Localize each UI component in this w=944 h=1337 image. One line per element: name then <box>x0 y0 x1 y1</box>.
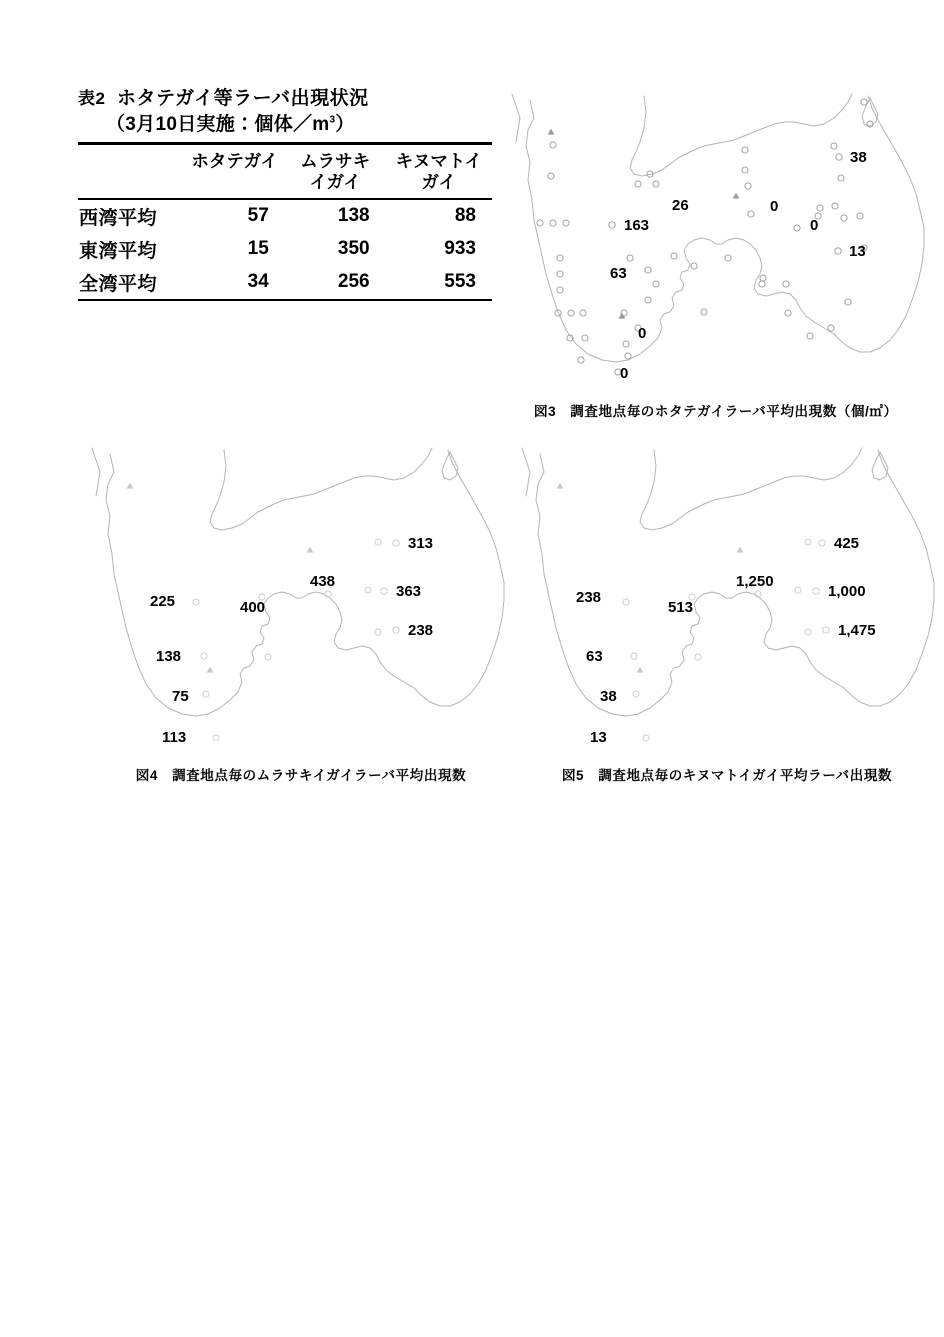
table-label: 表2 <box>78 89 106 108</box>
survey-station-marker <box>653 281 659 287</box>
land-station-marker <box>737 547 744 553</box>
coastline-path <box>526 96 924 362</box>
survey-station-marker <box>645 267 651 273</box>
larva-occurrence-table <box>78 142 492 300</box>
survey-station-marker <box>375 539 381 545</box>
station-value-label: 1,000 <box>828 583 866 600</box>
station-value-label: 425 <box>834 535 860 552</box>
cell-whole-hotategai: 34 <box>247 271 269 293</box>
station-value-label: 0 <box>810 217 819 234</box>
survey-station-marker <box>631 653 637 659</box>
station-value-label: 1,475 <box>838 622 876 639</box>
row-label-whole-bay: 全湾平均 <box>79 273 158 295</box>
value-label-group <box>498 88 867 382</box>
column-header-kinumatoigai <box>386 144 492 199</box>
table-subtitle-suffix: ） <box>335 113 355 135</box>
survey-station-marker <box>578 357 584 363</box>
labeled-station-marker <box>609 222 615 228</box>
survey-station-marker <box>795 587 801 593</box>
land-station-marker <box>127 483 134 489</box>
coastline-path <box>512 94 520 142</box>
land-station-marker <box>307 547 314 553</box>
coastline-path <box>106 450 504 716</box>
station-value-label: 363 <box>396 583 422 600</box>
station-value-label: 0 <box>620 365 629 382</box>
survey-station-marker <box>745 183 751 189</box>
table-subtitle-superscript: 3 <box>329 114 336 126</box>
survey-station-marker <box>563 220 569 226</box>
survey-station-marker <box>193 599 199 605</box>
map-murasakiigai <box>78 442 508 764</box>
labeled-station-marker <box>819 540 825 546</box>
survey-station-markers <box>537 99 873 375</box>
station-value-label: 26 <box>672 197 689 214</box>
land-station-marker <box>619 313 626 319</box>
coastline-path <box>640 448 862 530</box>
labeled-station-marker <box>835 248 841 254</box>
survey-station-marker <box>580 310 586 316</box>
table-row <box>78 199 492 233</box>
station-value-label: 138 <box>156 648 182 665</box>
figure-4-caption: 図4 調査地点毎のムラサキイガイラーバ平均出現数 <box>135 768 467 783</box>
station-value-label: 513 <box>668 599 694 616</box>
cell-west-murasakiigai: 138 <box>337 205 370 227</box>
column-header-hotategai <box>185 144 285 199</box>
land-station-marker <box>557 483 564 489</box>
table-head <box>78 144 492 199</box>
survey-station-marker <box>748 211 754 217</box>
labeled-station-marker <box>381 588 387 594</box>
station-value-label: 238 <box>576 589 602 606</box>
survey-station-marker <box>557 287 563 293</box>
survey-station-marker <box>861 99 867 105</box>
coastline-path <box>536 450 934 716</box>
station-value-label: 0 <box>638 325 647 342</box>
table-2-block <box>78 86 498 301</box>
table-row <box>78 233 492 266</box>
figure-5-caption: 図5 調査地点毎のキヌマトイガイ平均ラーバ出現数 <box>561 768 893 783</box>
survey-station-marker <box>265 654 271 660</box>
survey-station-marker <box>645 297 651 303</box>
station-value-label: 313 <box>408 535 434 552</box>
survey-station-marker <box>742 167 748 173</box>
coastline-path <box>210 448 432 530</box>
survey-station-marker <box>643 735 649 741</box>
cell-east-murasakiigai: 350 <box>337 238 370 260</box>
survey-station-marker <box>828 325 834 331</box>
survey-station-marker <box>759 281 765 287</box>
survey-station-marker <box>832 203 838 209</box>
survey-station-marker <box>653 181 659 187</box>
survey-station-marker <box>203 691 209 697</box>
labeled-station-marker <box>393 627 399 633</box>
land-station-marker <box>637 667 644 673</box>
station-value-label: 13 <box>849 243 866 260</box>
survey-station-marker <box>760 275 766 281</box>
survey-station-marker <box>785 310 791 316</box>
survey-station-marker <box>557 271 563 277</box>
figure-3-caption: 図3 調査地点毎のホタテガイラーバ平均出現数（個/㎥） <box>534 404 898 419</box>
survey-station-marker <box>557 255 563 261</box>
station-value-label: 1,250 <box>736 573 774 590</box>
cell-east-kinumatoigai: 933 <box>444 238 476 260</box>
station-value-label: 163 <box>624 217 650 234</box>
station-value-label: 38 <box>600 688 617 705</box>
labeled-station-marker <box>393 540 399 546</box>
table-corner-header <box>78 144 185 199</box>
survey-station-marker <box>691 263 697 269</box>
station-value-label: 400 <box>240 599 266 616</box>
station-value-label: 63 <box>586 648 603 665</box>
survey-station-marker <box>213 735 219 741</box>
station-value-label: 0 <box>770 198 779 215</box>
column-header-murasakiigai-line1: ムラサキ <box>300 151 371 172</box>
coastline-path <box>630 94 852 176</box>
survey-station-marker <box>635 181 641 187</box>
survey-station-marker <box>623 341 629 347</box>
survey-station-marker <box>845 299 851 305</box>
cell-east-hotategai: 15 <box>247 238 269 260</box>
survey-station-marker <box>695 654 701 660</box>
figure-5 <box>508 442 938 784</box>
survey-station-marker <box>794 225 800 231</box>
survey-station-marker <box>582 335 588 341</box>
column-header-murasakiigai <box>285 144 386 199</box>
table-title-text: ホタテガイ等ラーバ出現状況 <box>117 88 369 109</box>
row-label-west-bay: 西湾平均 <box>79 207 158 229</box>
station-value-label: 238 <box>408 622 434 639</box>
figure-3 <box>498 88 944 420</box>
survey-station-marker <box>725 255 731 261</box>
coastline-path <box>92 448 100 496</box>
land-station-marker <box>207 667 214 673</box>
column-header-kinumatoigai-line1: キヌマトイ <box>395 151 483 172</box>
survey-station-marker <box>550 142 556 148</box>
survey-station-marker <box>550 220 556 226</box>
table-subtitle <box>106 112 498 138</box>
labeled-station-marker <box>813 588 819 594</box>
cell-whole-kinumatoigai: 553 <box>444 271 476 293</box>
land-station-marker <box>548 129 555 135</box>
survey-station-marker <box>841 215 847 221</box>
map-coastline-group <box>92 448 504 716</box>
row-label-east-bay: 東湾平均 <box>79 240 158 262</box>
labeled-station-marker <box>836 154 842 160</box>
survey-station-marker <box>783 281 789 287</box>
survey-station-marker <box>742 147 748 153</box>
survey-station-marker <box>201 653 207 659</box>
coastline-path <box>522 448 530 496</box>
survey-station-marker <box>375 629 381 635</box>
survey-station-marker <box>701 309 707 315</box>
figure-4 <box>78 442 508 784</box>
table-header-row <box>78 144 492 199</box>
survey-station-marker <box>807 333 813 339</box>
table-row <box>78 266 492 300</box>
survey-station-marker <box>568 310 574 316</box>
labeled-station-marker <box>823 627 829 633</box>
survey-station-marker <box>633 691 639 697</box>
table-title <box>78 86 498 112</box>
station-value-label: 38 <box>850 149 867 166</box>
station-value-label: 438 <box>310 573 336 590</box>
map-coastline-group <box>522 448 934 716</box>
table-subtitle-prefix: （3月10日実施：個体／m <box>106 113 330 135</box>
table-body <box>78 199 492 300</box>
station-value-label: 113 <box>162 729 187 746</box>
station-value-label: 13 <box>590 729 607 746</box>
survey-station-marker <box>365 587 371 593</box>
column-header-murasakiigai-line2: イガイ <box>309 171 361 192</box>
map-coastline-group <box>512 94 924 362</box>
station-value-label: 63 <box>610 265 627 282</box>
map-hotategai <box>498 88 944 398</box>
survey-station-marker <box>805 629 811 635</box>
survey-station-marker <box>817 205 823 211</box>
survey-station-marker <box>805 539 811 545</box>
survey-station-marker <box>831 143 837 149</box>
survey-station-marker <box>537 220 543 226</box>
station-value-label: 225 <box>150 593 176 610</box>
column-header-hotategai-line1: ホタテガイ <box>191 151 279 172</box>
station-value-label: 75 <box>172 688 189 705</box>
survey-station-marker <box>857 213 863 219</box>
cell-west-kinumatoigai: 88 <box>454 205 476 227</box>
column-header-kinumatoigai-line2: ガイ <box>421 171 457 192</box>
survey-station-marker <box>671 253 677 259</box>
cell-west-hotategai: 57 <box>247 205 269 227</box>
survey-station-marker <box>838 175 844 181</box>
land-station-marker <box>733 193 740 199</box>
survey-station-marker <box>627 255 633 261</box>
survey-station-marker <box>625 353 631 359</box>
survey-station-marker <box>548 173 554 179</box>
survey-station-marker <box>623 599 629 605</box>
map-kinumatoigai <box>508 442 938 764</box>
cell-whole-murasakiigai: 256 <box>337 271 370 293</box>
